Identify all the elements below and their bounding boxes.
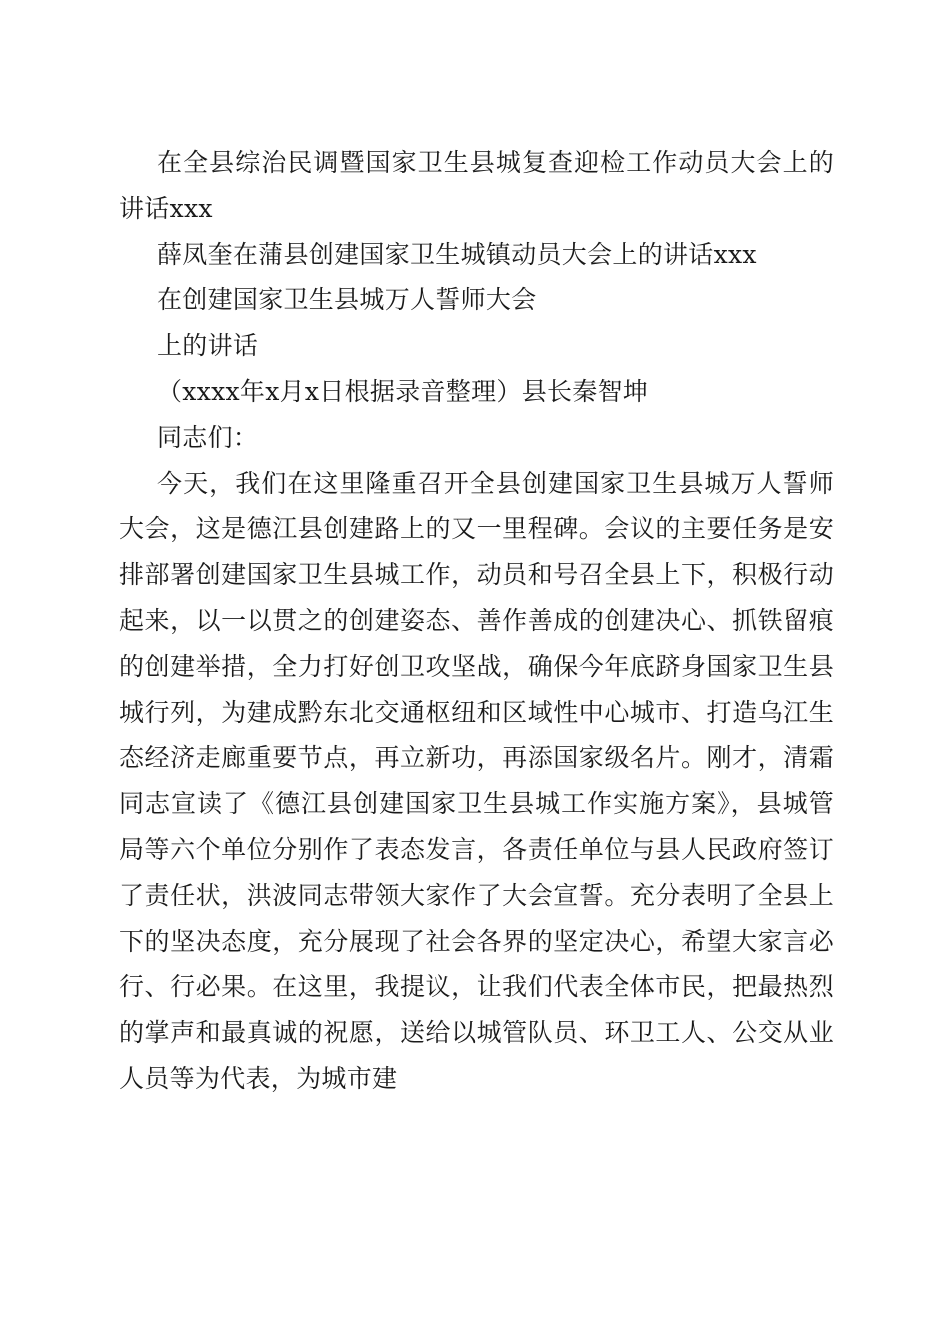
body-paragraph: 今天，我们在这里隆重召开全县创建国家卫生县城万人誓师大会，这是德江县创建路上的又一里程碑。会议的主要任务是安排部署创建国家卫生县城工作，动员和号召全县上下，积极行动起来，以一以贯之的创建姿态、善作善成的创建决心、抓铁留痕的创建举措，全力打好创卫攻坚战，确保今年底跻身国家卫生县城行列，为建成黔东北交通枢纽和区域性中心城市、打造乌江生态经济走廊重要节点，再立新功，再添国家级名片。刚才，清霜同志宣读了《德江县创建国家卫生县城工作实施方案》，县城管局等六个单位分别作了表态发言，各责任单位与县人民政府签订了责任状，洪波同志带领大家作了大会宣誓。充分表明了全县上下的坚决态度，充分展现了社会各界的坚定决心，希望大家言必行、行必果。在这里，我提议，让我们代表全体市民，把最热烈的掌声和最真诚的祝愿，送给以城管队员、环卫工人、公交从业人员等为代表，为城市建 <box>119 468 834 1093</box>
title-paragraph-2: 薛凤奎在蒲县创建国家卫生城镇动员大会上的讲话xxx <box>157 239 757 269</box>
date-speaker-line: （xxxx年x月x日根据录音整理）县长秦智坤 <box>157 376 649 406</box>
salutation: 同志们： <box>157 422 259 452</box>
title-paragraph-4: 上的讲话 <box>157 331 259 361</box>
document-body <box>119 140 834 1102</box>
title-paragraph-1: 在全县综治民调暨国家卫生县城复查迎检工作动员大会上的讲话xxx <box>119 148 834 223</box>
title-paragraph-3: 在创建国家卫生县城万人誓师大会 <box>157 285 537 315</box>
